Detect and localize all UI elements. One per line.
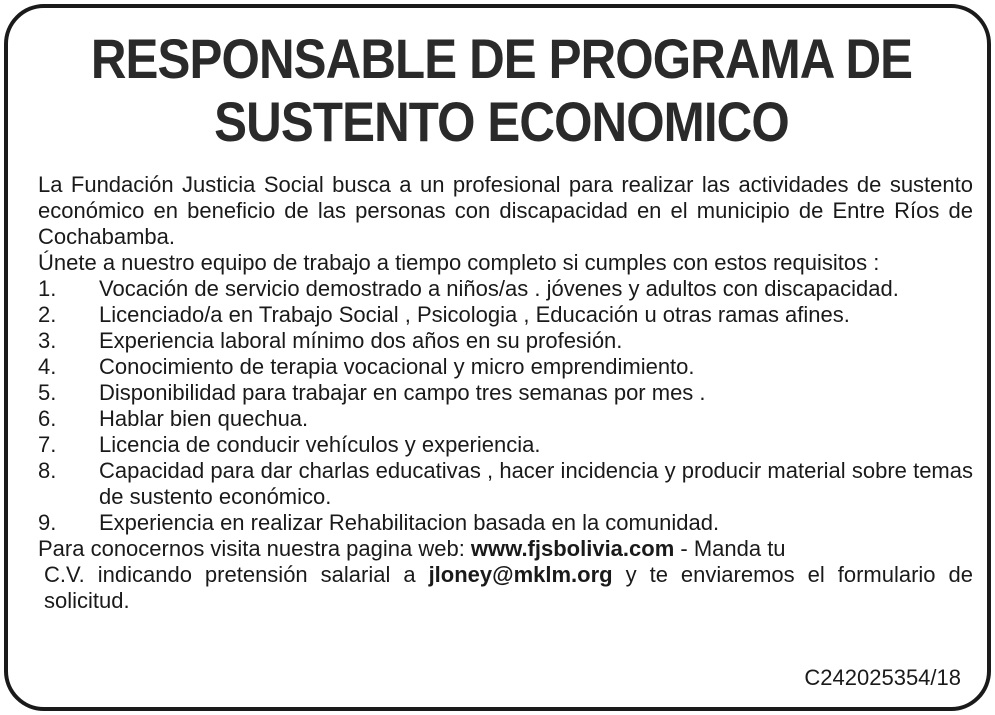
- requirements-list: [38, 276, 973, 536]
- contact-suffix: y te enviaremos el formulario de solicitud.: [44, 562, 973, 613]
- ad-title-line-1: RESPONSABLE DE PROGRAMA DE: [90, 27, 913, 90]
- ad-title-line-2: SUSTENTO ECONOMICO: [214, 90, 789, 153]
- requirement-number: 3.: [38, 328, 57, 353]
- requirement-item: [38, 276, 973, 302]
- requirement-text: Disponibilidad para trabajar en campo tres semanas por mes .: [99, 380, 706, 405]
- requirement-number: 1.: [38, 276, 57, 301]
- contact-cv-line: [38, 562, 973, 614]
- requirement-text: Capacidad para dar charlas educativas , hacer incidencia y producir material sobre temas de sustento económico.: [99, 458, 973, 509]
- requirement-item: [38, 406, 973, 432]
- ad-body: [38, 172, 973, 614]
- contact-middle: - Manda tu: [674, 536, 786, 561]
- requirement-number: 5.: [38, 380, 57, 405]
- contact-cv-text: C.V. indicando pretensión salarial a: [44, 562, 429, 587]
- requirements-intro: Únete a nuestro equipo de trabajo a tiempo completo si cumples con estos requisitos :: [38, 250, 880, 275]
- requirement-number: 6.: [38, 406, 57, 431]
- requirement-text: Hablar bien quechua.: [99, 406, 309, 431]
- requirement-text: Vocación de servicio demostrado a niños/as . jóvenes y adultos con discapacidad.: [99, 276, 899, 301]
- contact-website-line: [38, 536, 973, 562]
- requirement-text: Experiencia en realizar Rehabilitacion basada en la comunidad.: [99, 510, 720, 535]
- website-link[interactable]: www.fjsbolivia.com: [470, 536, 675, 561]
- requirement-text: Experiencia laboral mínimo dos años en su profesión.: [99, 328, 623, 353]
- requirement-number: 4.: [38, 354, 57, 379]
- requirement-number: 7.: [38, 432, 57, 457]
- contact-prefix: Para conocernos visita nuestra pagina web:: [38, 536, 471, 561]
- requirement-number: 8.: [38, 458, 57, 483]
- requirement-item: [38, 380, 973, 406]
- requirement-item: [38, 458, 973, 510]
- intro-paragraph: La Fundación Justicia Social busca a un profesional para realizar las actividades de sustento económico en beneficio de las personas con discapacidad en el municipio de Entre Ríos de Cochabamba.: [38, 172, 973, 249]
- requirement-number: 2.: [38, 302, 57, 327]
- email-link[interactable]: jloney@mklm.org: [428, 562, 613, 587]
- requirement-text: Conocimiento de terapia vocacional y micro emprendimiento.: [99, 354, 695, 379]
- requirement-item: [38, 432, 973, 458]
- requirement-number: 9.: [38, 510, 57, 535]
- requirement-item: [38, 510, 973, 536]
- requirement-text: Licencia de conducir vehículos y experiencia.: [99, 432, 541, 457]
- requirement-text: Licenciado/a en Trabajo Social , Psicologia , Educación u otras ramas afines.: [99, 302, 850, 327]
- requirement-item: [38, 354, 973, 380]
- ad-frame: [4, 4, 991, 711]
- requirement-item: [38, 328, 973, 354]
- requirement-item: [38, 302, 973, 328]
- ad-code: C242025354/18: [804, 665, 961, 690]
